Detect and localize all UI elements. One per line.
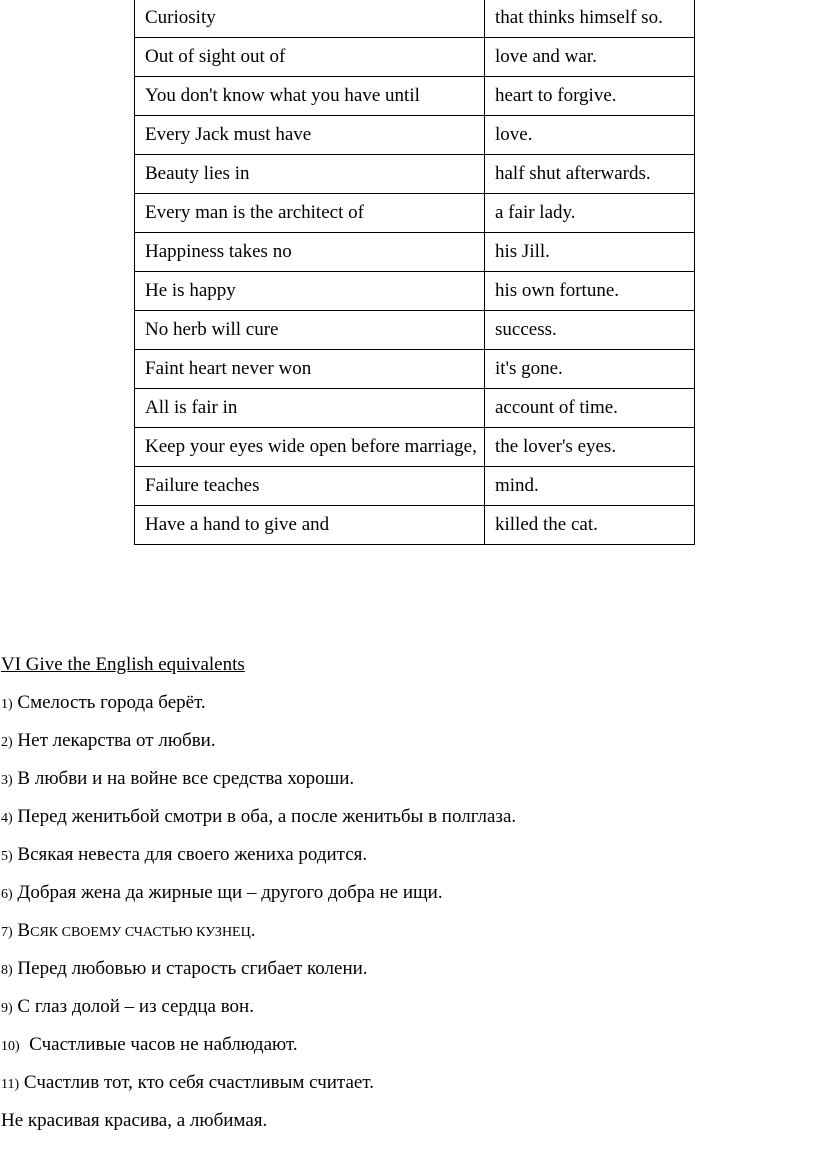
table-row bbox=[135, 389, 695, 428]
table-row bbox=[135, 467, 695, 506]
table-row bbox=[135, 116, 695, 155]
table-cell-left: You don't know what you have until bbox=[135, 77, 485, 116]
table-cell-right: heart to forgive. bbox=[485, 77, 695, 116]
cell-text: that thinks himself so. bbox=[495, 7, 663, 28]
table-cell-right: love. bbox=[485, 116, 695, 155]
item-text: Смелость города берёт. bbox=[17, 692, 206, 713]
table-row bbox=[135, 155, 695, 194]
table-row bbox=[135, 77, 695, 116]
list-item bbox=[1, 1028, 801, 1066]
list-item bbox=[1, 1066, 801, 1104]
table-cell-right: half shut afterwards. bbox=[485, 155, 695, 194]
table-row bbox=[135, 311, 695, 350]
section-title: VI Give the English equivalents bbox=[1, 654, 245, 675]
table-cell-right: love and war. bbox=[485, 38, 695, 77]
item-text: Счастливые часов не наблюдают. bbox=[29, 1034, 298, 1055]
list-item bbox=[1, 914, 801, 952]
list-item bbox=[1, 876, 801, 914]
item-number: 4) bbox=[1, 811, 13, 826]
table-row bbox=[135, 506, 695, 545]
table-cell-left: Beauty lies in bbox=[135, 155, 485, 194]
item-text: Счастлив тот, кто себя счастливым считает. bbox=[23, 1072, 374, 1093]
table-cell-left: Every Jack must have bbox=[135, 116, 485, 155]
item-number: 5) bbox=[1, 849, 13, 864]
table-row bbox=[135, 233, 695, 272]
item-number: 11) bbox=[1, 1077, 20, 1092]
list-item bbox=[1, 952, 801, 990]
item-text: Перед женитьбой смотри в оба, а после женитьбы в полглаза. bbox=[17, 806, 517, 827]
table-cell-left: Out of sight out of bbox=[135, 38, 485, 77]
table-row bbox=[135, 194, 695, 233]
table-cell-left: Keep your eyes wide open before marriage, bbox=[135, 428, 485, 467]
table-cell-right: his own fortune. bbox=[485, 272, 695, 311]
item-text: Добрая жена да жирные щи – другого добра не ищи. bbox=[17, 882, 443, 903]
table-cell-left: Faint heart never won bbox=[135, 350, 485, 389]
table-row bbox=[135, 38, 695, 77]
item-text: В любви и на войне все средства хороши. bbox=[17, 768, 355, 789]
item-text-end: . bbox=[250, 920, 256, 941]
item-text-smallcaps: СЯК СВОЕМУ СЧАСТЬЮ КУЗНЕЦ bbox=[30, 925, 251, 940]
table-cell-left: Failure teaches bbox=[135, 467, 485, 506]
table-cell-left: Curiosity bbox=[135, 0, 485, 38]
list-item bbox=[1, 990, 801, 1028]
proverb-matching-table bbox=[134, 0, 695, 545]
table-cell-left: All is fair in bbox=[135, 389, 485, 428]
item-number: 3) bbox=[1, 773, 13, 788]
item-text: С глаз долой – из сердца вон. bbox=[17, 996, 254, 1017]
table-cell-right: his Jill. bbox=[485, 233, 695, 272]
table-cell-right: the lover's eyes. bbox=[485, 428, 695, 467]
table-cell-right: killed the cat. bbox=[485, 506, 695, 545]
table-row bbox=[135, 272, 695, 311]
table-cell-right: success. bbox=[485, 311, 695, 350]
item-text: Перед любовью и старость сгибает колени. bbox=[17, 958, 368, 979]
list-item bbox=[1, 800, 801, 838]
list-item bbox=[1, 686, 801, 724]
exercise-section bbox=[1, 648, 801, 1142]
table-cell-right: it's gone. bbox=[485, 350, 695, 389]
item-number: 6) bbox=[1, 887, 13, 902]
list-item bbox=[1, 724, 801, 762]
table-cell-right: account of time. bbox=[485, 389, 695, 428]
table-cell-left: Happiness takes no bbox=[135, 233, 485, 272]
list-item bbox=[1, 762, 801, 800]
table-cell-right: mind. bbox=[485, 467, 695, 506]
table-row bbox=[135, 350, 695, 389]
item-number: 2) bbox=[1, 735, 13, 750]
item-number: 8) bbox=[1, 963, 13, 978]
item-text: Всякая невеста для своего жениха родится. bbox=[17, 844, 368, 865]
table-cell-right: a fair lady. bbox=[485, 194, 695, 233]
item-text: Нет лекарства от любви. bbox=[17, 730, 216, 751]
table-body bbox=[135, 0, 695, 545]
table-row bbox=[135, 428, 695, 467]
table-cell-right bbox=[485, 0, 695, 38]
item-text-first-letter: В bbox=[17, 920, 31, 941]
item-number: 1) bbox=[1, 697, 13, 712]
item-number: 7) bbox=[1, 925, 13, 940]
table-row bbox=[135, 0, 695, 38]
table-cell-left: He is happy bbox=[135, 272, 485, 311]
item-number: 10) bbox=[1, 1039, 20, 1054]
list-item bbox=[1, 838, 801, 876]
table-cell-left: Have a hand to give and bbox=[135, 506, 485, 545]
item-number: 9) bbox=[1, 1001, 13, 1016]
table-cell-left: Every man is the architect of bbox=[135, 194, 485, 233]
table-cell-left: No herb will cure bbox=[135, 311, 485, 350]
last-line: Не красивая красива, а любимая. bbox=[1, 1110, 268, 1131]
